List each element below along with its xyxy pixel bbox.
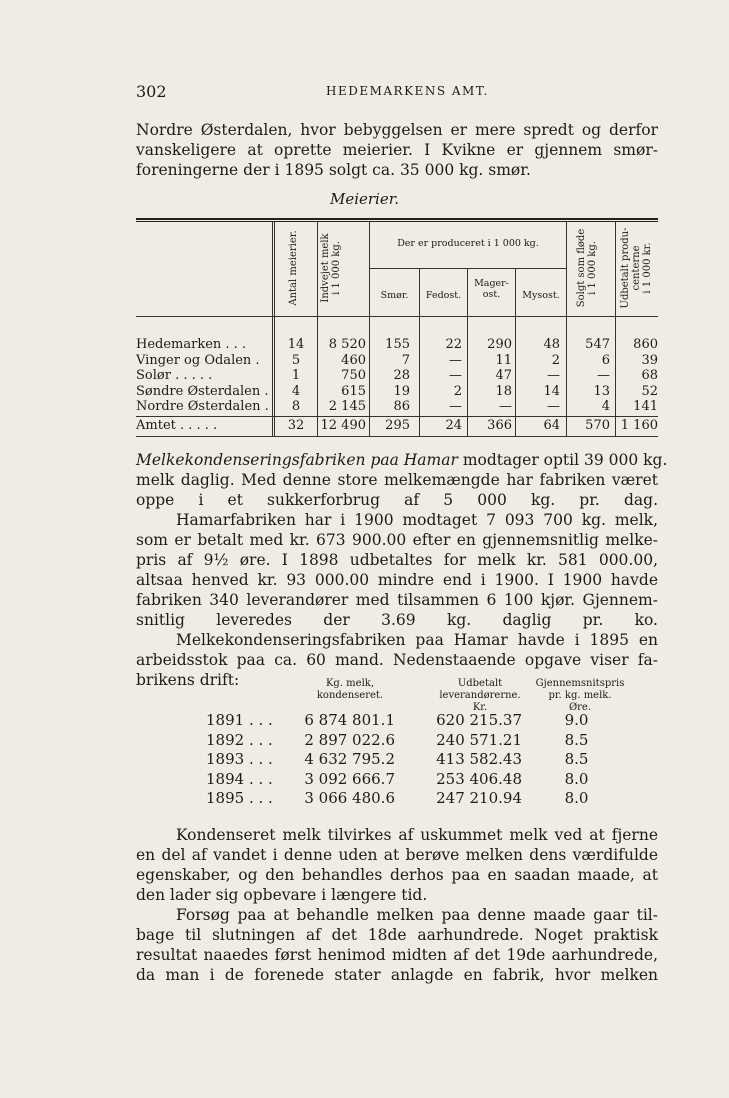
final-paragraph — [136, 825, 658, 985]
ore-cell: 8.0 — [564, 769, 589, 788]
table-cell: 24 — [445, 418, 462, 433]
header-line: Kr. — [472, 702, 488, 713]
header-line: Solgt som fløde — [576, 228, 587, 308]
table-cell: 52 — [641, 383, 658, 399]
text-line: Melkekondenseringsfabriken paa Hamar havde i 1895 en — [176, 631, 658, 649]
table-cell: 6 — [601, 352, 610, 368]
table-cell: 4 — [601, 399, 610, 414]
header-line: pr. kg. melk. — [548, 690, 612, 701]
table-caption: Meierier. — [329, 190, 400, 208]
header-line: centerne — [631, 245, 642, 291]
text-line: Kondenseret melk tilvirkes af uskummet melk ved at fjerne — [176, 826, 658, 844]
text-line: foreningerne der i 1895 solgt ca. 35 000 kg. smør. — [136, 161, 531, 179]
header-line: i 1 000 kg. — [331, 241, 342, 295]
header-bottom-rule — [136, 316, 658, 317]
text-line: Hamarfabriken har i 1900 modtaget 7 093 700 kg. melk, — [176, 511, 658, 529]
total-top-rule — [136, 416, 658, 417]
table-cell: 295 — [385, 418, 410, 433]
text-line: Forsøg paa at behandle melken paa denne maade gaar til- — [176, 906, 658, 924]
header-line: i 1 000 kr. — [642, 242, 653, 294]
text-line: altsaa henved kr. 93 000.00 mindre end i 1900. I 1900 havde — [136, 571, 658, 589]
text-line: fabriken 340 leverandører med tilsammen 6 100 kjør. Gjennem- — [136, 591, 658, 609]
header-line: Indvejet melk — [320, 233, 331, 303]
kg-cell: 4 632 795.2 — [304, 750, 395, 768]
header-gjennemsnitspris — [530, 678, 630, 714]
text-line: Melkekondenseringsfabriken paa Hamar modtager optil 39 000 kg. — [136, 451, 668, 469]
text-line: arbeidsstok paa ca. 60 mand. Nedenstaaende opgave viser fa- — [136, 651, 658, 669]
header-line: Kg. melk, — [325, 678, 375, 689]
kr-cell: 247 210.94 — [436, 789, 522, 807]
subheader-magerost: Mager- ost. — [474, 278, 509, 300]
ore-cell: 8.5 — [564, 730, 589, 749]
header-kg-melk — [300, 678, 400, 702]
year-cell: 1894 . . . — [206, 769, 273, 788]
year-cell: 1893 . . . — [206, 750, 273, 768]
row-label: Nordre Østerdalen . — [136, 399, 269, 414]
kr-cell: 413 582.43 — [436, 750, 522, 768]
page-number: 302 — [136, 82, 167, 101]
header-solgt — [576, 226, 598, 310]
table-cell: 750 — [341, 368, 366, 383]
table-cell: — — [449, 352, 462, 368]
table-cell: 48 — [543, 337, 560, 352]
table-cell: 11 — [495, 352, 512, 368]
kr-cell: 253 406.48 — [436, 769, 522, 788]
subheader-fedost: Fedost. — [425, 290, 462, 301]
year-cell: 1891 . . . — [206, 711, 273, 729]
table-top-rule — [136, 218, 658, 220]
table-cell: 141 — [633, 399, 658, 414]
italic-run: Melkekondenseringsfabriken paa Hamar — [136, 451, 458, 469]
text-line: bage til slutningen af det 18de aarhundrede. Noget praktisk — [136, 926, 658, 944]
row-label: Hedemarken . . . — [136, 337, 247, 352]
table-cell: 290 — [487, 337, 512, 352]
table-cell: 14 — [543, 383, 560, 399]
text-line: melk daglig. Med denne store melkemængde har fabriken været — [136, 471, 658, 489]
table-cell: 18 — [495, 383, 512, 399]
table-cell: — — [547, 399, 560, 414]
text-line: vanskeligere at oprette meierier. I Kvikne er gjennem smør- — [136, 141, 658, 159]
table-cell: 13 — [593, 383, 610, 399]
header-line: kondenseret. — [316, 690, 384, 701]
table-cell: 8 — [291, 399, 301, 414]
year-cell: 1892 . . . — [206, 730, 273, 749]
table-cell: 2 145 — [328, 399, 366, 414]
year-cell: 1895 . . . — [206, 789, 273, 807]
subheader-mysost: Mysost. — [522, 290, 560, 301]
header-udbetalt — [430, 678, 530, 714]
row-label: Solør . . . . . — [136, 368, 213, 383]
table-cell: 7 — [401, 352, 410, 368]
row-label: Vinger og Odalen . — [136, 352, 260, 368]
text-line: brikens drift: — [136, 671, 240, 689]
table-cell: 1 — [291, 368, 301, 383]
text-line: snitlig leveredes der 3.69 kg. daglig pr. ko. — [136, 611, 658, 629]
column-divider — [272, 222, 273, 436]
table-cell: 155 — [385, 337, 410, 352]
table-cell: 460 — [341, 352, 366, 368]
header-line: Udbetalt — [457, 678, 503, 689]
text-line: da man i de forenede stater anlagde en fabrik, hvor melken — [136, 966, 658, 984]
ore-cell: 9.0 — [564, 711, 589, 729]
table-cell: 14 — [287, 337, 305, 352]
text-line: egenskaber, og den behandles derhos paa en saadan maade, at — [136, 866, 658, 884]
table-cell: 47 — [495, 368, 512, 383]
table-cell: 547 — [585, 337, 610, 352]
table-cell: 5 — [291, 352, 301, 368]
subheader-smor: Smør. — [380, 290, 409, 301]
row-label: Amtet . . . . . — [136, 418, 218, 433]
table-cell: 64 — [543, 418, 560, 433]
text-line: den lader sig opbevare i længere tid. — [136, 886, 428, 904]
table-cell: — — [499, 399, 512, 414]
table-cell: 39 — [641, 352, 658, 368]
table-cell: 615 — [341, 383, 366, 399]
kg-cell: 3 092 666.7 — [304, 769, 395, 788]
table-cell: 12 490 — [320, 418, 366, 433]
header-line: i 1 000 kg. — [587, 241, 598, 295]
group-header: Der er produceret i 1 000 kg. — [397, 238, 539, 249]
intro-paragraph — [136, 120, 658, 180]
table-cell: 86 — [393, 399, 410, 414]
row-label: Søndre Østerdalen . — [136, 383, 269, 399]
body-paragraph — [136, 450, 668, 690]
ore-cell: 8.5 — [564, 750, 589, 768]
text-line: resultat naaedes først henimod midten af det 19de aarhundrede, — [136, 946, 658, 964]
table-cell: 570 — [585, 418, 610, 433]
header-line: Gjennemsnitspris — [535, 678, 625, 689]
table-cell: 68 — [641, 368, 658, 383]
table-cell: 2 — [453, 383, 462, 399]
table-cell: 4 — [291, 383, 301, 399]
table-cell: — — [449, 368, 462, 383]
table-cell: 366 — [487, 418, 512, 433]
group-header-rule — [369, 268, 566, 269]
table-bottom-rule — [136, 436, 658, 437]
kr-cell: 620 215.37 — [436, 711, 522, 729]
table-cell: — — [547, 368, 560, 383]
ore-cell: 8.0 — [564, 789, 589, 807]
kr-cell: 240 571.21 — [436, 730, 522, 749]
table-cell: 860 — [633, 337, 658, 352]
table-cell: 1 160 — [620, 418, 658, 433]
kg-cell: 3 066 480.6 — [304, 789, 395, 807]
text-line: oppe i et sukkerforbrug af 5 000 kg. pr. dag. — [136, 491, 658, 509]
header-antal: Antal meierier. — [288, 230, 299, 306]
running-title: HEDEMARKENS AMT. — [326, 84, 489, 98]
table-cell: 22 — [445, 337, 462, 352]
page-header — [136, 82, 658, 102]
table-cell: 8 520 — [328, 337, 366, 352]
table-cell: 2 — [551, 352, 560, 368]
table-cell: 32 — [287, 418, 305, 433]
table-cell: — — [597, 368, 610, 383]
table-cell: 19 — [393, 383, 410, 399]
text-line: pris af 9½ øre. I 1898 udbetaltes for melk kr. 581 000.00, — [136, 551, 658, 569]
table-cell: — — [449, 399, 462, 414]
header-indvejet — [320, 226, 342, 310]
kg-cell: 6 874 801.1 — [304, 711, 395, 729]
header-udbetalt — [620, 226, 653, 310]
kg-cell: 2 897 022.6 — [304, 730, 395, 749]
text-line: en del af vandet i denne uden at berøve melken dens værdifulde — [136, 846, 658, 864]
table-cell: 28 — [393, 368, 410, 383]
header-line: leverandørerne. — [439, 690, 521, 701]
text-line: som er betalt med kr. 673 900.00 efter en gjennemsnitlig melke- — [136, 531, 658, 549]
header-line: Øre. — [568, 702, 592, 713]
header-line: Udbetalt produ- — [620, 227, 631, 309]
table-top-rule — [136, 221, 658, 222]
text-line: Nordre Østerdalen, hvor bebyggelsen er mere spredt og derfor — [136, 121, 658, 139]
